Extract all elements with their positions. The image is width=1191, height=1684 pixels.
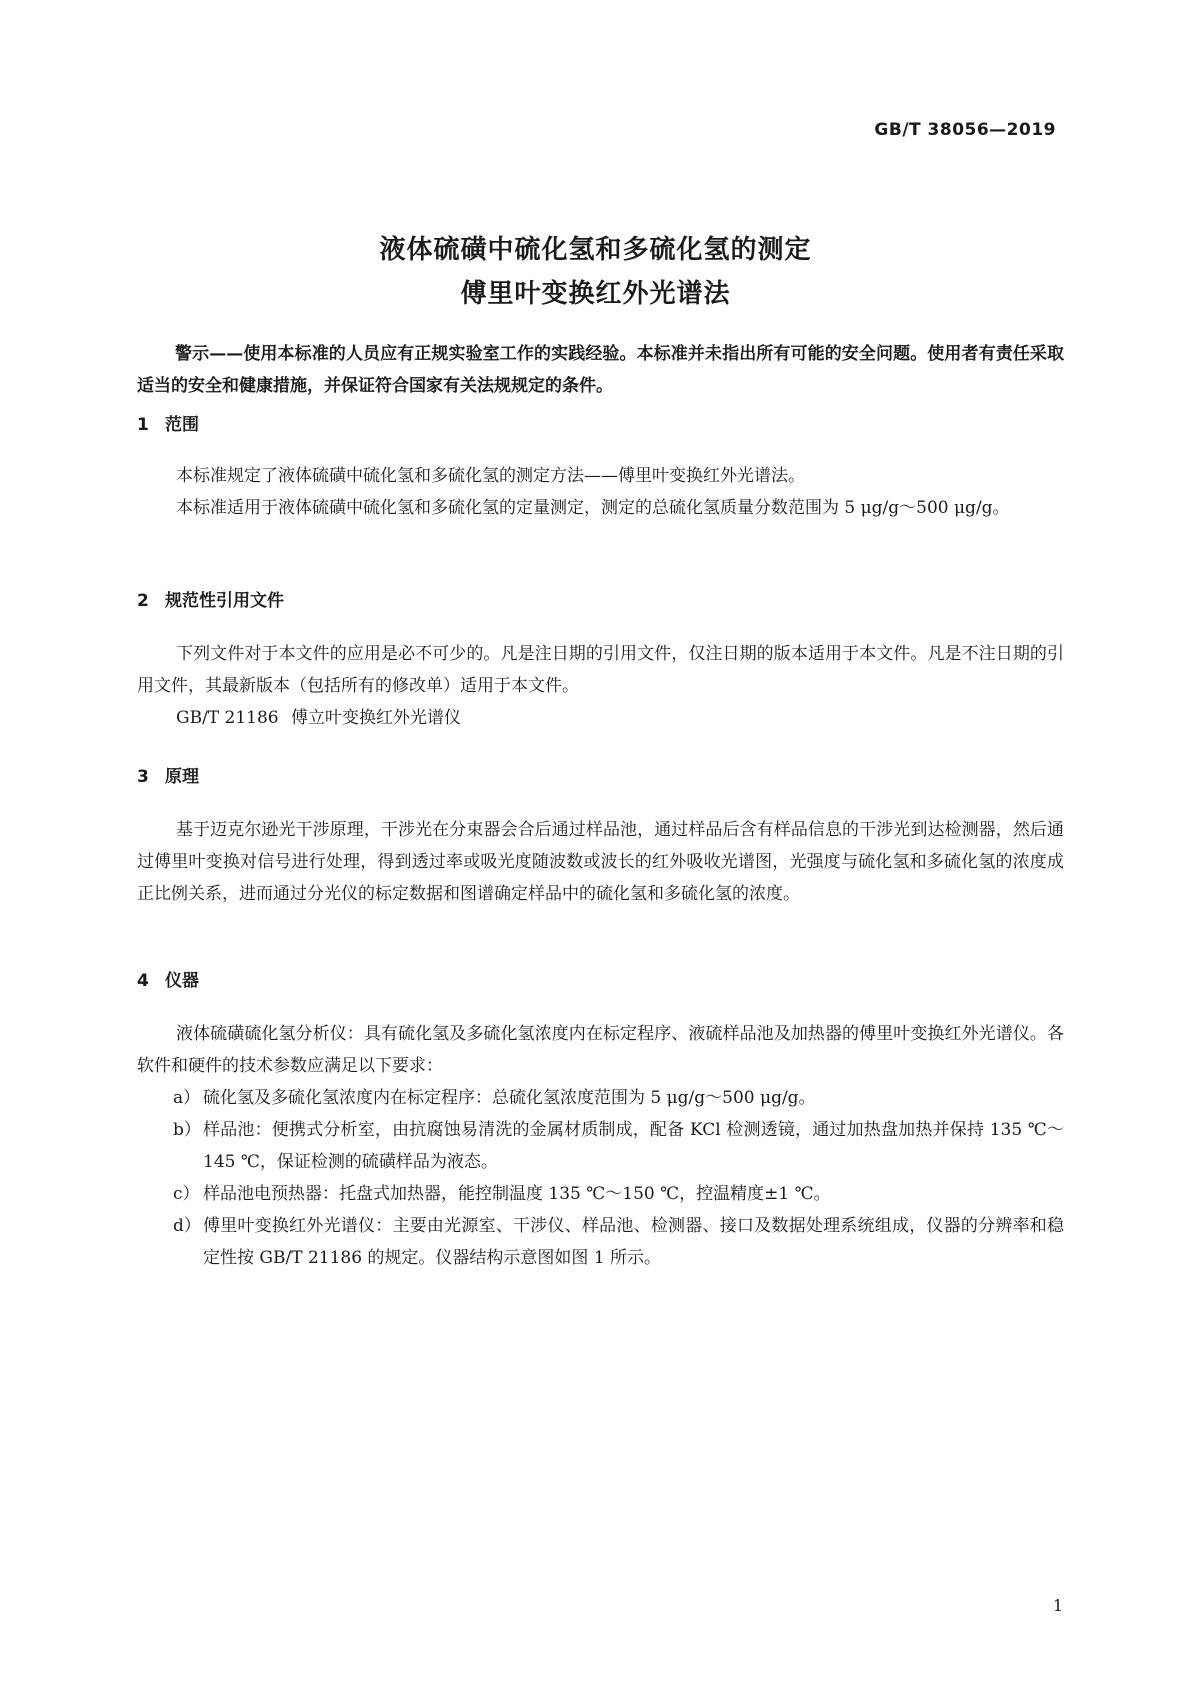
paragraph: 基于迈克尔逊光干涉原理，干涉光在分束器会合后通过样品池，通过样品后含有样品信息的干涉光到达检测器，然后通过傅里叶变换对信号进行处理，得到透过率或吸光度随波数或波长的红外吸收光谱图，光强度与硫化氢和多硫化氢的浓度成正比例关系，进而通过分光仪的标定数据和图谱确定样品中的硫化氢和多硫化氢的浓度。 bbox=[137, 820, 1064, 904]
section-4-heading bbox=[137, 966, 199, 991]
section-4-body bbox=[137, 1018, 1064, 1274]
section-1-title: 范围 bbox=[165, 415, 199, 435]
section-4-title: 仪器 bbox=[165, 971, 199, 991]
title-line-2: 傅里叶变换红外光谱法 bbox=[460, 279, 731, 309]
list-text: 样品池电预热器：托盘式加热器，能控制温度 135 ℃～150 ℃，控温精度±1 ℃。 bbox=[203, 1184, 831, 1204]
section-1-heading bbox=[137, 410, 199, 435]
paragraph: 下列文件对于本文件的应用是必不可少的。凡是注日期的引用文件，仅注日期的版本适用于本文件。凡是不注日期的引用文件，其最新版本（包括所有的修改单）适用于本文件。 bbox=[137, 644, 1064, 696]
list-item bbox=[137, 1210, 1064, 1274]
section-4-number: 4 bbox=[137, 971, 149, 991]
list-item bbox=[137, 1114, 1064, 1178]
standard-number: GB/T 38056—2019 bbox=[874, 120, 1056, 140]
section-3-title: 原理 bbox=[165, 767, 199, 787]
paragraph: 本标准适用于液体硫磺中硫化氢和多硫化氢的定量测定，测定的总硫化氢质量分数范围为 5 μg/g～500 μg/g。 bbox=[176, 498, 1010, 518]
list-item bbox=[137, 1178, 1064, 1210]
list-text: 硫化氢及多硫化氢浓度内在标定程序：总硫化氢浓度范围为 5 μg/g～500 μg/g。 bbox=[203, 1088, 816, 1108]
normative-reference bbox=[137, 702, 1064, 734]
list-marker: c） bbox=[173, 1184, 200, 1204]
list-marker: a） bbox=[173, 1088, 201, 1108]
section-3-body bbox=[137, 814, 1064, 910]
section-2-heading bbox=[137, 586, 284, 611]
list-marker: d） bbox=[173, 1216, 201, 1236]
section-2-title: 规范性引用文件 bbox=[165, 591, 284, 611]
section-3-number: 3 bbox=[137, 767, 149, 787]
section-1-body bbox=[137, 460, 1064, 524]
paragraph: 本标准规定了液体硫磺中硫化氢和多硫化氢的测定方法——傅里叶变换红外光谱法。 bbox=[176, 466, 805, 486]
reference-code: GB/T 21186 bbox=[176, 708, 279, 728]
list-marker: b） bbox=[173, 1120, 201, 1140]
section-1-number: 1 bbox=[137, 415, 149, 435]
page-number: 1 bbox=[1052, 1596, 1063, 1615]
list-item bbox=[137, 1082, 1064, 1114]
section-2-number: 2 bbox=[137, 591, 149, 611]
list-text: 傅里叶变换红外光谱仪：主要由光源室、干涉仪、样品池、检测器、接口及数据处理系统组成，仪器的分辨率和稳定性按 GB/T 21186 的规定。仪器结构示意图如图 1 所示。 bbox=[203, 1216, 1064, 1268]
paragraph: 液体硫磺硫化氢分析仪：具有硫化氢及多硫化氢浓度内在标定程序、液硫样品池及加热器的傅里叶变换红外光谱仪。各软件和硬件的技术参数应满足以下要求： bbox=[137, 1024, 1064, 1076]
section-3-heading bbox=[137, 762, 199, 787]
document-title bbox=[0, 228, 1191, 316]
reference-title: 傅立叶变换红外光谱仪 bbox=[291, 708, 461, 728]
list-text: 样品池：便携式分析室，由抗腐蚀易清洗的金属材质制成，配备 KCl 检测透镜，通过加热盘加热并保持 135 ℃～145 ℃，保证检测的硫磺样品为液态。 bbox=[203, 1120, 1064, 1172]
section-2-body bbox=[137, 638, 1064, 734]
title-line-1: 液体硫磺中硫化氢和多硫化氢的测定 bbox=[379, 235, 812, 265]
safety-warning: 警示——使用本标准的人员应有正规实验室工作的实践经验。本标准并未指出所有可能的安全问题。使用者有责任采取适当的安全和健康措施，并保证符合国家有关法规规定的条件。 bbox=[137, 344, 1064, 396]
